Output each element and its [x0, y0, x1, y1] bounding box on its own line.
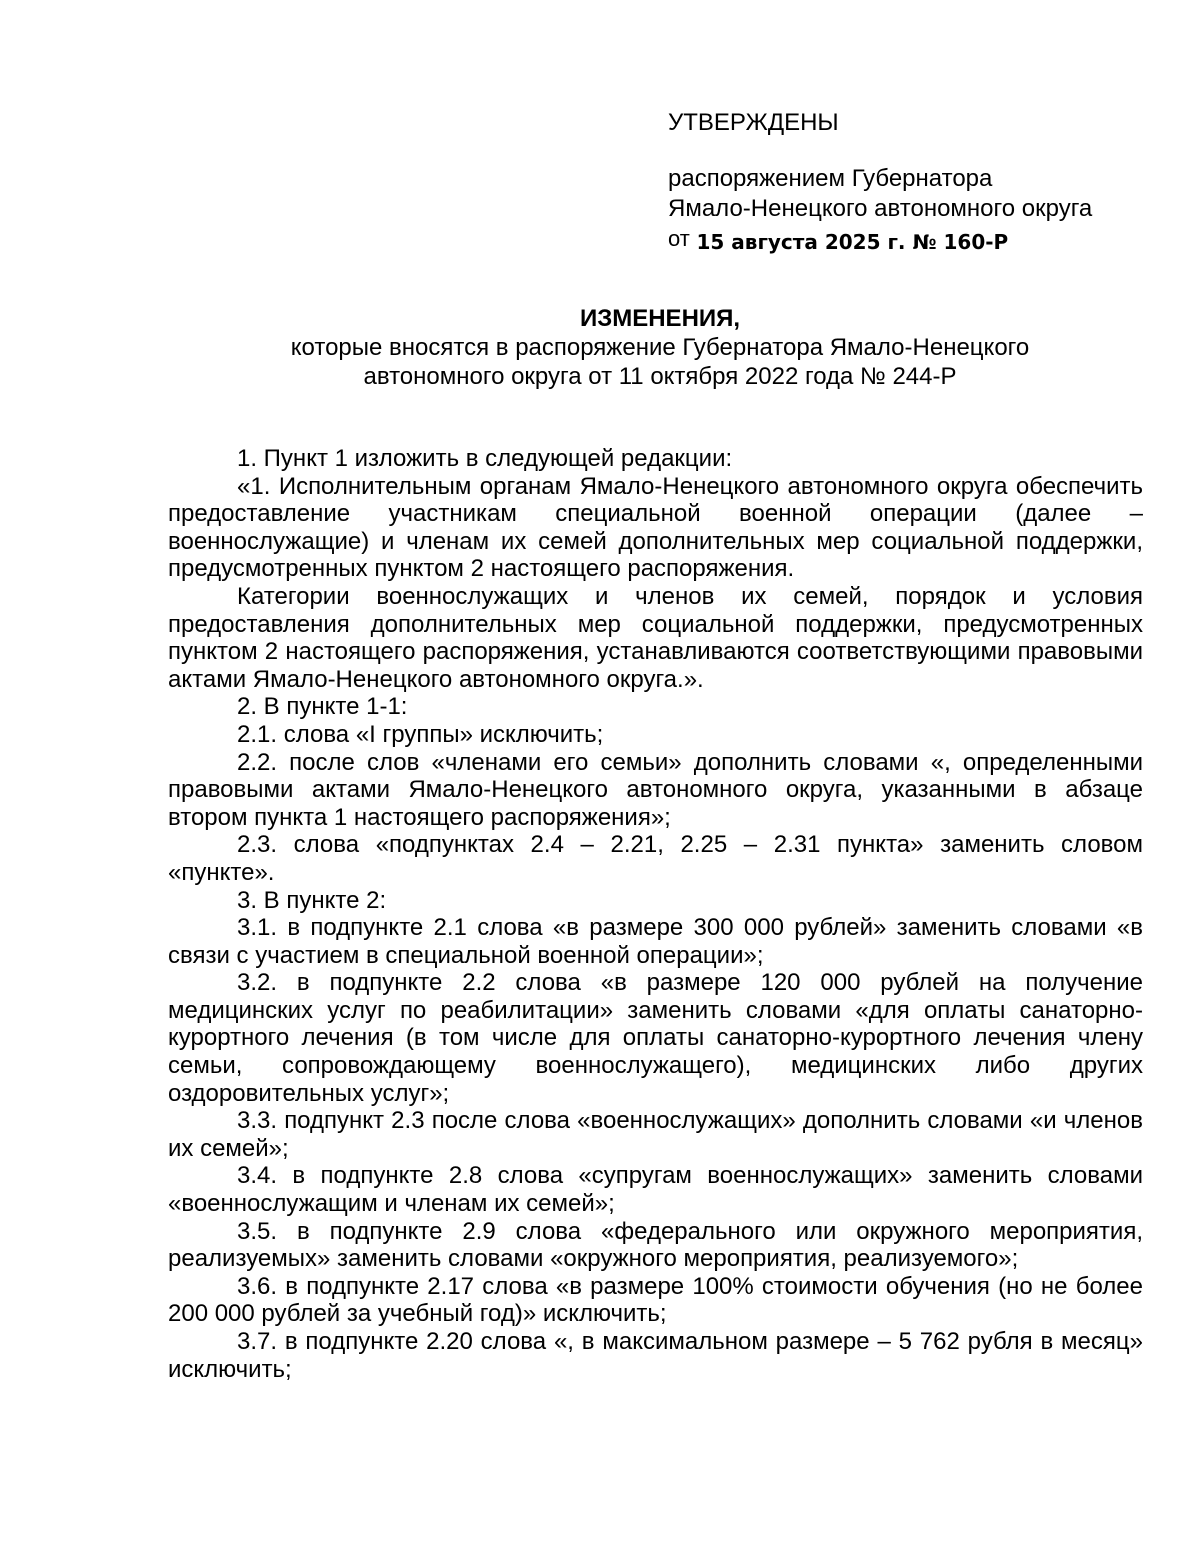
- date-prefix: от: [668, 226, 690, 251]
- body-paragraph: 3.6. в подпункте 2.17 слова «в размере 100% стоимости обучения (но не более 200 000 рублей за учебный год)» исключить;: [168, 1272, 1143, 1328]
- body-paragraph: 2. В пункте 1-1:: [237, 693, 408, 721]
- document-subtitle-line: автономного округа от 11 октября 2022 года № 244-Р: [363, 363, 957, 390]
- body-paragraph: Категории военнослужащих и членов их семей, порядок и условия предоставления дополнительных мер социальной поддержки, предусмотренных пунктом 2 настоящего распоряжения, устанавливаются соответствующими правовыми актами Ямало-Ненецкого автономного округа.».: [168, 582, 1143, 693]
- document-subtitle-line: которые вносятся в распоряжение Губернатора Ямало-Ненецкого: [290, 334, 1030, 361]
- body-paragraph: «1. Исполнительным органам Ямало-Ненецкого автономного округа обеспечить предоставление участникам специальной военной операции (далее – военнослужащие) и членам их семей дополнительных мер социальной поддержки, предусмотренных пунктом 2 настоящего распоряжения.: [168, 472, 1143, 583]
- body-paragraph: 3.4. в подпункте 2.8 слова «супругам военнослужащих» заменить словами «военнослужащим и членам их семей»;: [168, 1162, 1143, 1218]
- body-paragraph: 3.7. в подпункте 2.20 слова «, в максимальном размере – 5 762 рубля в месяц» исключить;: [168, 1328, 1143, 1383]
- approval-date: 15 августа 2025 г. № 160-Р: [696, 230, 1009, 254]
- approval-line: Ямало-Ненецкого автономного округа: [668, 195, 1093, 222]
- body-paragraph: 3.2. в подпункте 2.2 слова «в размере 120 000 рублей на получение медицинских услуг по реабилитации» заменить словами «для оплаты санаторно-курортного лечения (в том числе для оплаты санаторно-курортного лечения члену семьи, сопровождающему военнослужащего), медицинских либо других оздоровительных услуг»;: [168, 969, 1143, 1107]
- body-paragraph: 3.1. в подпункте 2.1 слова «в размере 300 000 рублей» заменить словами «в связи с участием в специальной военной операции»;: [168, 914, 1143, 969]
- approval-block: [668, 108, 1168, 281]
- body-paragraph: 2.1. слова «I группы» исключить;: [237, 720, 604, 748]
- body-paragraph: 2.2. после слов «членами его семьи» дополнить словами «, определенными правовыми актами Ямало-Ненецкого автономного округа, указанными в абзаце втором пункта 1 настоящего распоряжения»;: [168, 748, 1143, 831]
- approval-date-line: [668, 224, 1168, 257]
- body-paragraph: 1. Пункт 1 изложить в следующей редакции:: [237, 445, 733, 472]
- approved-label: УТВЕРЖДЕНЫ: [668, 109, 839, 136]
- document-title: ИЗМЕНЕНИЯ,: [579, 305, 741, 332]
- approval-line: распоряжением Губернатора: [668, 165, 993, 192]
- body-paragraph: 3. В пункте 2:: [237, 886, 387, 914]
- body-paragraph: 3.3. подпункт 2.3 после слова «военнослужащих» дополнить словами «и членов их семей»;: [168, 1107, 1143, 1162]
- document-body: [168, 445, 1143, 1383]
- body-paragraph: 3.5. в подпункте 2.9 слова «федерального или окружного мероприятия, реализуемых» заменить словами «окружного мероприятия, реализуемого»;: [168, 1217, 1143, 1273]
- title-block: [160, 304, 1160, 391]
- body-paragraph: 2.3. слова «подпунктах 2.4 – 2.21, 2.25 – 2.31 пункта» заменить словом «пункте».: [168, 831, 1143, 886]
